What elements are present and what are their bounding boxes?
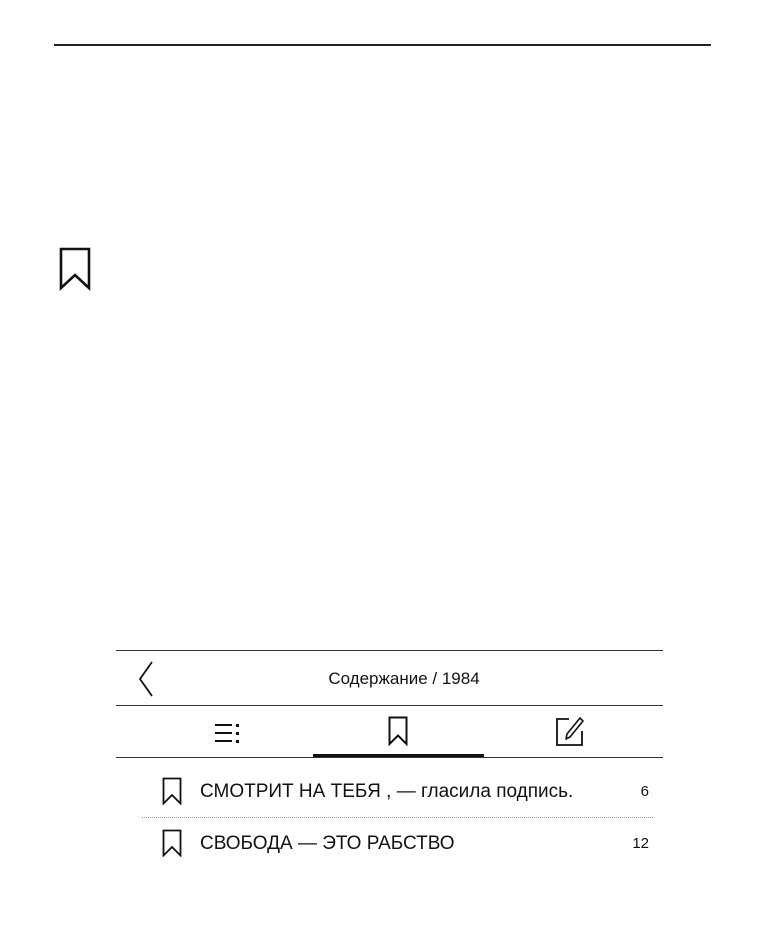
- tabs-divider: [116, 757, 663, 758]
- bookmark-entry-text: СВОБОДА — ЭТО РАБСТВО: [200, 833, 455, 854]
- toc-list-icon: [215, 723, 243, 743]
- bookmark-entry-text: СМОТРИТ НА ТЕБЯ , — гласила подпись.: [200, 781, 574, 802]
- tab-contents[interactable]: [116, 706, 313, 757]
- bookmark-entry[interactable]: [142, 819, 653, 869]
- entry-divider: [142, 817, 653, 818]
- panel-header: [116, 651, 663, 705]
- note-pencil-icon: [555, 715, 585, 747]
- page-bookmark-icon[interactable]: [58, 247, 92, 291]
- bookmark-icon: [388, 716, 408, 746]
- tab-notes[interactable]: [484, 706, 663, 757]
- bookmark-entry[interactable]: [142, 767, 653, 817]
- bookmark-entry-page: 6: [640, 783, 649, 800]
- bookmark-entry-page: 12: [632, 835, 649, 852]
- reader-top-rule: [54, 44, 711, 46]
- contents-panel: [116, 650, 663, 880]
- bookmark-icon: [162, 777, 182, 805]
- tab-bookmarks[interactable]: [313, 706, 484, 757]
- bookmark-icon: [162, 829, 182, 857]
- panel-title: Содержание / 1984: [328, 669, 480, 688]
